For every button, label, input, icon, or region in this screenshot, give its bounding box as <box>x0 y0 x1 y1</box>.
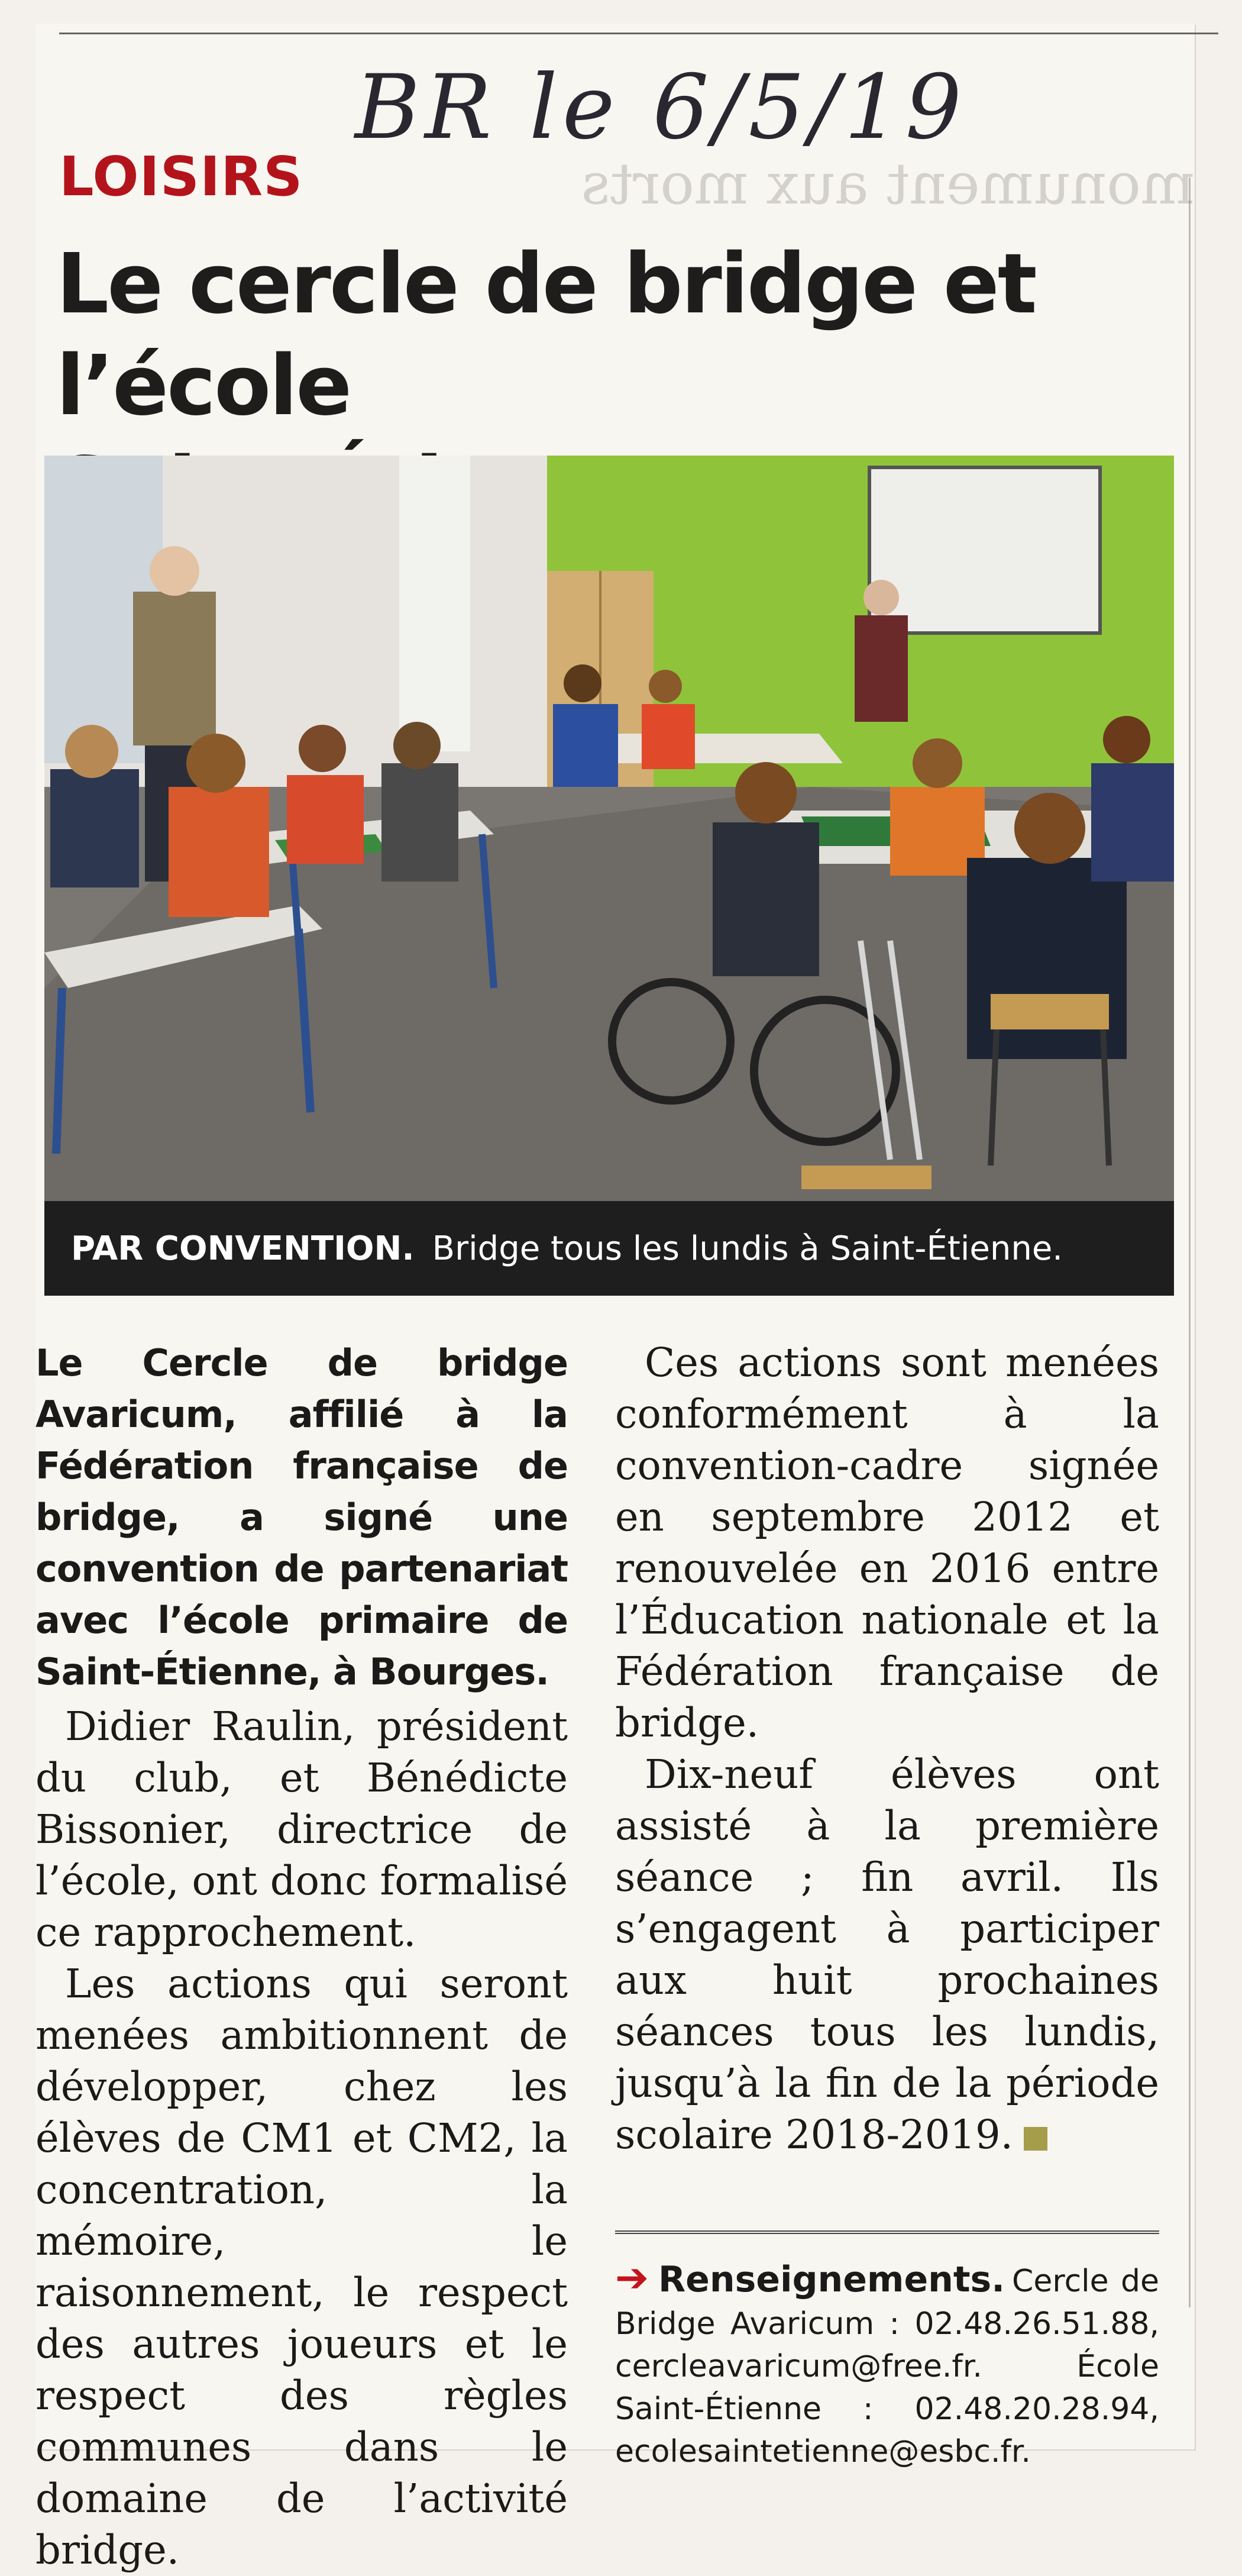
info-text: Cercle de Bridge Avaricum : 02.48.26.51.88, cercleavaricum@free.fr. École Saint-Étienne : 02.48.20.28.94, ecolesaintetienne@esbc.fr. <box>615 2264 1159 2470</box>
caption-lead: PAR CONVENTION. <box>71 1229 415 1268</box>
headline-line-1: Le cercle de bridge et l’école <box>56 236 1036 434</box>
article-paragraph-1: Didier Raulin, président du club, et Bénédicte Bissonier, directrice de l’école, ont donc formalisé ce rapprochement. <box>35 1703 568 1955</box>
info-box <box>615 2257 1159 2473</box>
info-keyword: Renseignements. <box>658 2259 1005 2300</box>
caption-text: Bridge tous les lundis à Saint-Étienne. <box>432 1229 1063 1268</box>
photo-caption <box>44 1201 1174 1296</box>
info-divider <box>615 2230 1159 2234</box>
clipping-edge <box>1189 177 1191 2307</box>
classroom-photo-illustration <box>44 456 1174 1201</box>
article-paragraph-4-text: Dix-neuf élèves ont assisté à la première séance ; fin avril. Ils s’engagent à participer aux huit prochaines séances tous les lundis, jusqu’à la fin de la période scolaire 2018-2019. <box>615 1751 1159 2158</box>
article-lead-paragraph: Le Cercle de bridge Avaricum, affilié à la Fédération française de bridge, a signé une convention de partenariat avec l’école primaire de Saint-Étienne, à Bourges. <box>35 1341 568 1693</box>
article-photo <box>44 456 1174 1201</box>
end-mark-icon <box>1024 2127 1047 2151</box>
handwritten-date-note: BR le 6/5/19 <box>355 56 967 159</box>
article-paragraph-3: Ces actions sont menées conformément à la convention-cadre signée en septembre 2012 et renouvelée en 2016 entre l’Éducation nationale et la Fédération française de bridge. <box>615 1339 1159 1746</box>
article-column-right <box>615 1337 1159 2161</box>
article-paragraph-4 <box>615 1749 1159 2161</box>
top-rule <box>59 33 1218 34</box>
arrow-right-icon: ➔ <box>615 2255 649 2301</box>
bleed-through-text: monument aux morts <box>581 151 1195 217</box>
section-rubric: LOISIRS <box>59 145 303 208</box>
article-column-left <box>35 1337 568 2576</box>
article-paragraph-2: Les actions qui seront menées ambitionnent de développer, chez les élèves de CM1 et CM2, la concentration, la mémoire, le raisonnement, le respect des autres joueurs et le respect des règles communes dans le domaine de l’activité bridge. <box>35 1961 568 2573</box>
